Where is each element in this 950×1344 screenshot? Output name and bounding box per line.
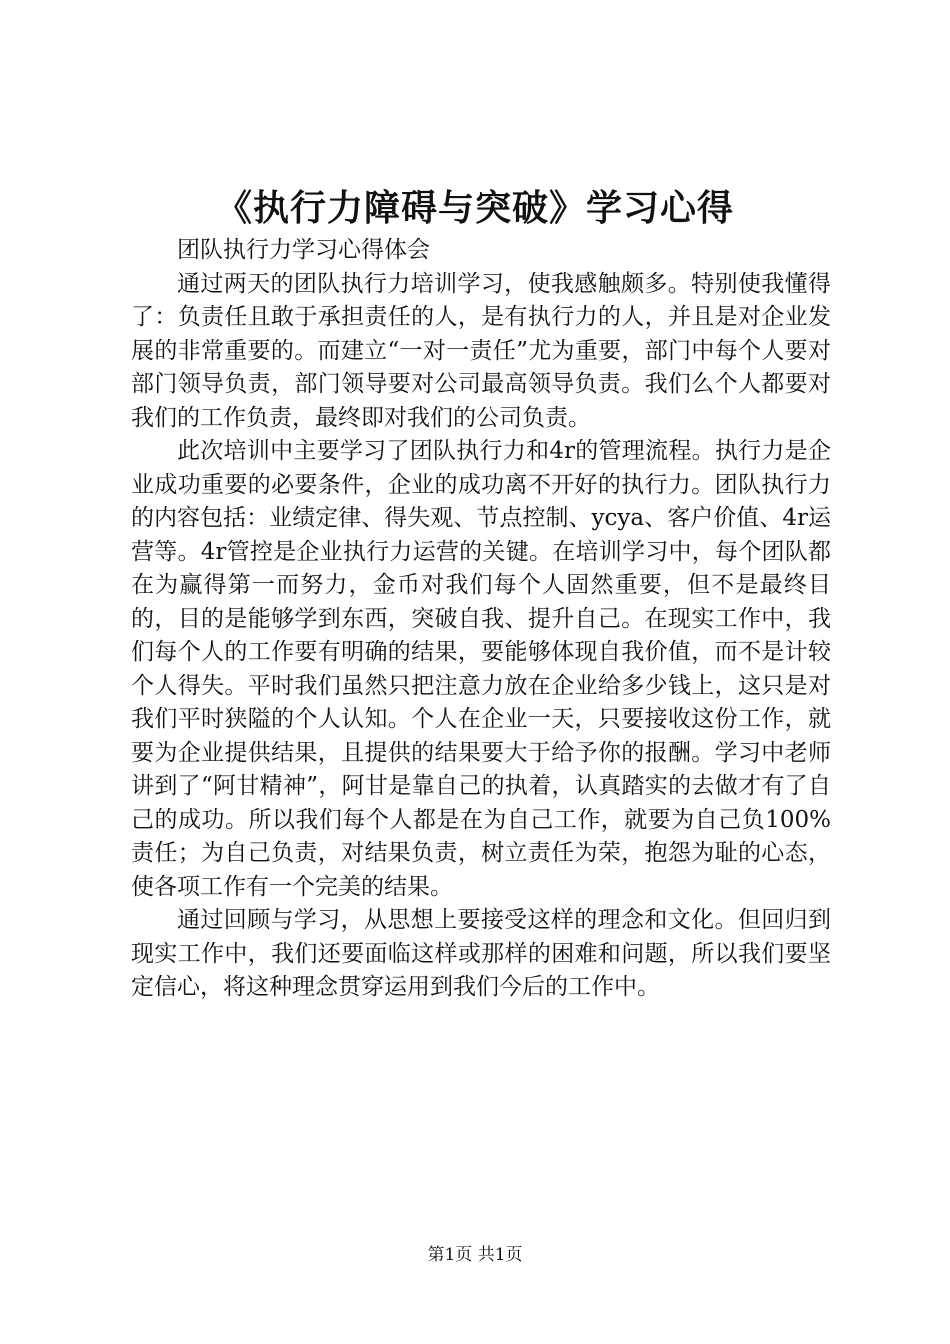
body-paragraph-1: 通过两天的团队执行力培训学习，使我感触颇多。特别使我懂得了：负责任且敢于承担责任的人，是有执行力的人，并且是对企业发展的非常重要的。而建立“一对一责任”尤为重要，部门中每个人要对部门领导负责，部门领导要对公司最高领导负责。我们么个人都要对我们的工作负责，最终即对我们的公司负责。 bbox=[131, 270, 831, 431]
page-footer: 第1页 共1页 bbox=[427, 1245, 523, 1265]
document-subtitle: 团队执行力学习心得体会 bbox=[177, 237, 430, 263]
document-title: 《执行力障碍与突破》学习心得 bbox=[215, 187, 734, 229]
body-paragraph-3: 通过回顾与学习，从思想上要接受这样的理念和文化。但回归到现实工作中，我们还要面临这样或那样的困难和问题，所以我们要坚定信心，将这种理念贯穿运用到我们今后的工作中。 bbox=[131, 907, 831, 1000]
document-body bbox=[131, 234, 831, 1005]
body-paragraph-2: 此次培训中主要学习了团队执行力和4r的管理流程。执行力是企业成功重要的必要条件，企业的成功离不开好的执行力。团队执行力的内容包括：业绩定律、得失观、节点控制、ycya、客户价值、4r运营等。4r管控是企业执行力运营的关键。在培训学习中，每个团队都在为赢得第一而努力，金币对我们每个人固然重要，但不是最终目的，目的是能够学到东西，突破自我、提升自己。在现实工作中，我们每个人的工作要有明确的结果，要能够体现自我价值，而不是计较个人得失。平时我们虽然只把注意力放在企业给多少钱上，这只是对我们平时狭隘的个人认知。个人在企业一天，只要接收这份工作，就要为企业提供结果，且提供的结果要大于给予你的报酬。学习中老师讲到了“阿甘精神”，阿甘是靠自己的执着，认真踏实的去做才有了自己的成功。所以我们每个人都是在为自己工作，就要为自己负100%责任；为自己负责，对结果负责，树立责任为荣，抱怨为耻的心态，使各项工作有一个完美的结果。 bbox=[131, 438, 831, 900]
